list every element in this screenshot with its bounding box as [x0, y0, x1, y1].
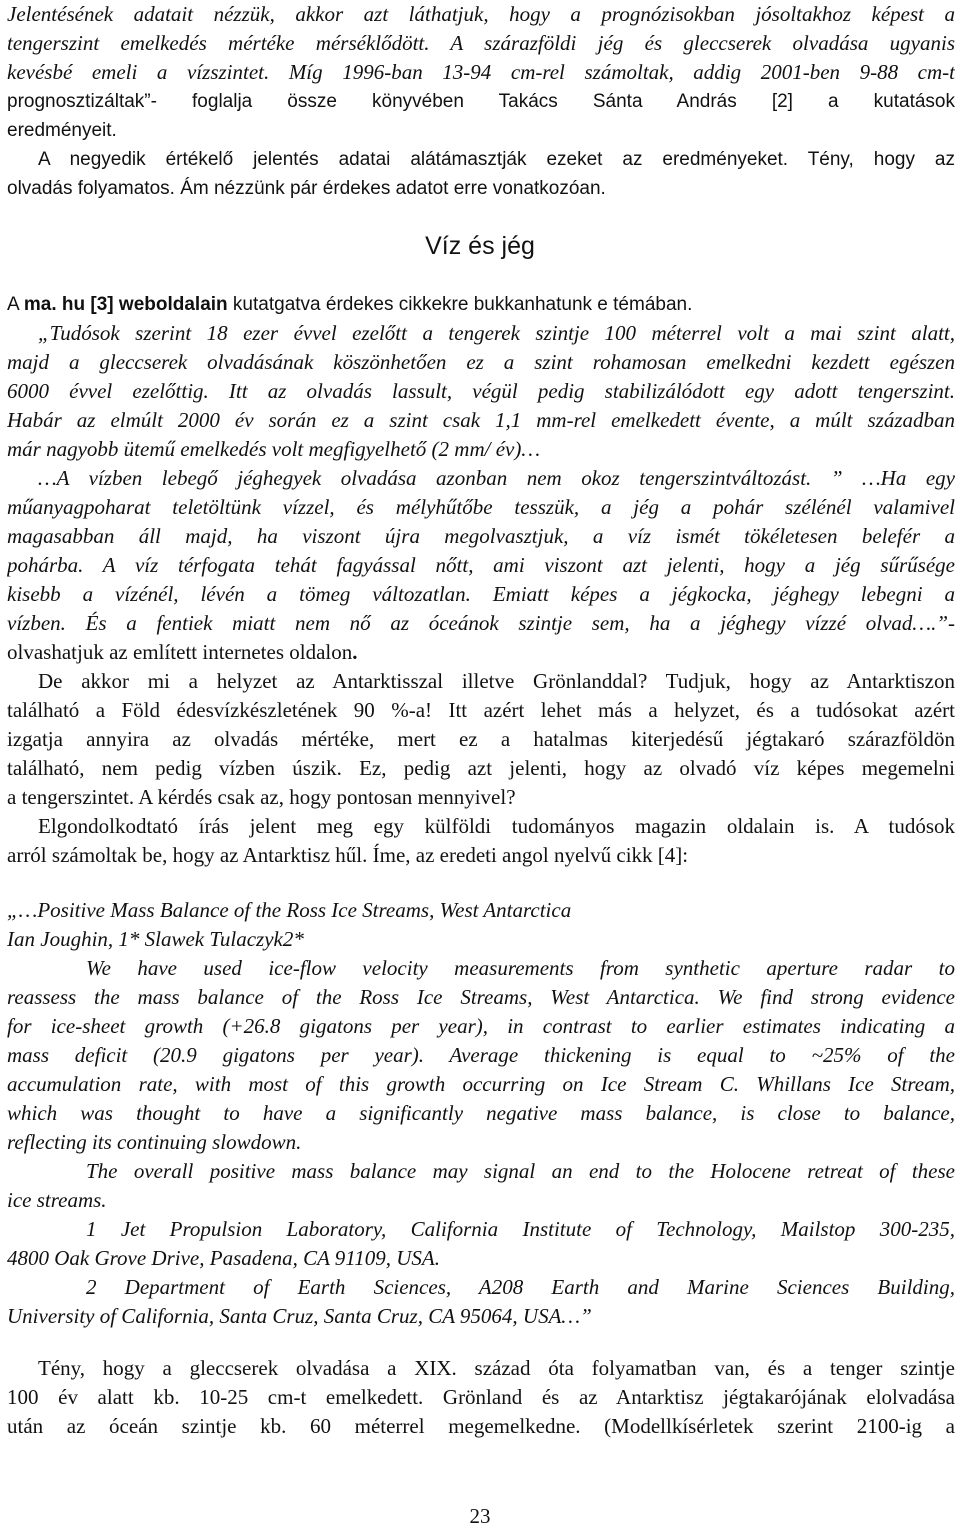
quote-2-line: …A vízben lebegő jéghegyek olvadása azonban nem okoz tengerszintváltozást. ” …Ha egy — [38, 466, 955, 490]
article-abstract-line: for ice-sheet growth (+26.8 gigatons per year), in contrast to earlier estimates indicating a — [7, 1014, 955, 1038]
paragraph-3-line: található, nem pedig vízben úszik. Ez, pedig azt jelenti, hogy az olvadó víz képes megemelni — [7, 756, 955, 780]
paragraph-3-line: De akkor mi a helyzet az Antarktisszal illetve Grönlanddal? Tudjuk, hogy az Antarktiszon — [38, 669, 955, 693]
paragraph-4-line: arról számoltak be, hogy az Antarktisz hűl. Íme, az eredeti angol nyelvű cikk [4]: — [7, 843, 689, 867]
paragraph-5-line: után az óceán szintje kb. 60 méterrel megemelkedne. (Modellkísérletek szerint 2100-ig a — [7, 1414, 955, 1438]
article-abstract-line: reassess the mass balance of the Ross Ice Streams, West Antarctica. We find strong evidence — [7, 985, 955, 1009]
article-affiliation-line: 4800 Oak Grove Drive, Pasadena, CA 91109, USA. — [7, 1246, 440, 1270]
paragraph-3-line: található a Föld édesvízkészletének 90 %-a! Itt azért lehet más a helyzet, és a tudósokat azért — [7, 698, 955, 722]
page-number: 23 — [469, 1504, 491, 1528]
article-conclusion-line: The overall positive mass balance may signal an end to the Holocene retreat of these — [86, 1159, 955, 1183]
quote-1-line: Habár az elmúlt 2000 év során ez a szint csak 1,1 mm-rel emelkedett évente, a múlt században — [7, 408, 955, 432]
quote-1-line: már nagyobb ütemű emelkedés volt megfigyelhető (2 mm/ év)… — [7, 437, 540, 461]
article-affiliation-line: 2 Department of Earth Sciences, A208 Earth and Marine Sciences Building, — [86, 1275, 955, 1299]
paragraph-1-line: prognosztizáltak”- foglalja össze könyvében Takács Sánta András [2] a kutatások — [7, 91, 955, 112]
paragraph-1-line: Jelentésének adatait nézzük, akkor azt láthatjuk, hogy a prognózisokban jósoltakhoz képest a — [7, 2, 955, 26]
quote-1-line: 6000 évvel ezelőttig. Itt az olvadás lassult, végül pedig stabilizálódott egy adott tengerszint. — [7, 379, 955, 403]
paragraph-1-line: tengerszint emelkedés mértéke mérséklődött. A szárazföldi jég és gleccserek olvadása ugyanis — [7, 31, 955, 55]
paragraph-5-line: 100 év alatt kb. 10-25 cm-t emelkedett. Grönland és az Antarktisz jégtakarójának elolvadása — [7, 1385, 955, 1409]
paragraph-2-line: A negyedik értékelő jelentés adatai alátámasztják ezeket az eredményeket. Tény, hogy az — [38, 149, 955, 170]
quote-2-line: vízben. És a fentiek miatt nem nő az óceánok szintje sem, ha a jéghegy vízzé olvad….”- — [7, 611, 955, 635]
article-affiliation-line: University of California, Santa Cruz, Santa Cruz, CA 95064, USA…” — [7, 1304, 592, 1328]
article-conclusion-line: ice streams. — [7, 1188, 107, 1212]
article-abstract-line: which was thought to have a significantly negative mass balance, is close to balance, — [7, 1101, 955, 1125]
quote-2-tail — [7, 638, 955, 667]
quote-2-line: magasabban áll majd, ha viszont újra megolvasztjuk, a víz ismét tökéletesen belefér a — [7, 524, 955, 548]
article-title: „…Positive Mass Balance of the Ross Ice Streams, West Antarctica — [7, 898, 572, 922]
quote-2-line: kisebb a vízénél, lévén a tömeg változatlan. Emiatt képes a jégkocka, jéghegy lebegni a — [7, 582, 955, 606]
quote-1-line: majd a gleccserek olvadásának köszönhetően ez a szint rohamosan emelkedni kezdett egészen — [7, 350, 955, 374]
quote-2-tail-text: olvashatjuk az említett internetes oldalon — [7, 640, 353, 664]
source-line — [7, 290, 955, 319]
source-prefix: A — [7, 294, 24, 315]
article-abstract-line: accumulation rate, with most of this growth occurring on Ice Stream C. Whillans Ice Stream, — [7, 1072, 955, 1096]
quote-1-line: „Tudósok szerint 18 ezer évvel ezelőtt a tengerek szintje 100 méterrel volt a mai szint alatt, — [38, 321, 955, 345]
article-abstract-line: reflecting its continuing slowdown. — [7, 1130, 302, 1154]
paragraph-3-line: izgatja annyira az olvadás mértéke, mert ez a hatalmas kiterjedésű jégtakaró szárazföldön — [7, 727, 955, 751]
paragraph-1-line: kevésbé emeli a vízszintet. Míg 1996-ban 13-94 cm-rel számoltak, addig 2001-ben 9-88 cm-t — [7, 60, 955, 84]
article-abstract-line: We have used ice-flow velocity measurements from synthetic aperture radar to — [86, 956, 955, 980]
paragraph-5-line: Tény, hogy a gleccserek olvadása a XIX. század óta folyamatban van, és a tenger szintje — [38, 1356, 955, 1380]
paragraph-2-line: olvadás folyamatos. Ám nézzünk pár érdekes adatot erre vonatkozóan. — [7, 178, 606, 199]
article-authors: Ian Joughin, 1* Slawek Tulaczyk2* — [7, 927, 304, 951]
section-heading: Víz és jég — [425, 232, 535, 260]
quote-2-line: műanyagpoharat teletöltünk vízzel, és mélyhűtőbe tesszük, a jég a pohár szélénél valamivel — [7, 495, 955, 519]
paragraph-1-line: eredményeit. — [7, 120, 117, 141]
quote-2-tail-period: . — [352, 640, 358, 664]
article-affiliation-line: 1 Jet Propulsion Laboratory, California Institute of Technology, Mailstop 300-235, — [86, 1217, 955, 1241]
paragraph-3-line: a tengerszintet. A kérdés csak az, hogy pontosan mennyivel? — [7, 785, 516, 809]
article-abstract-line: mass deficit (20.9 gigatons per year). Average thickening is equal to ~25% of the — [7, 1043, 955, 1067]
paragraph-4-line: Elgondolkodtató írás jelent meg egy külföldi tudományos magazin oldalain is. A tudósok — [38, 814, 955, 838]
quote-2-line: pohárba. A víz térfogata tehát fagyással nőtt, ami viszont azt jelenti, hogy a jég sűrűsége — [7, 553, 955, 577]
source-rest: kutatgatva érdekes cikkekre bukkanhatunk e témában. — [227, 294, 693, 315]
source-site: ma. hu [3] weboldalain — [23, 294, 228, 315]
